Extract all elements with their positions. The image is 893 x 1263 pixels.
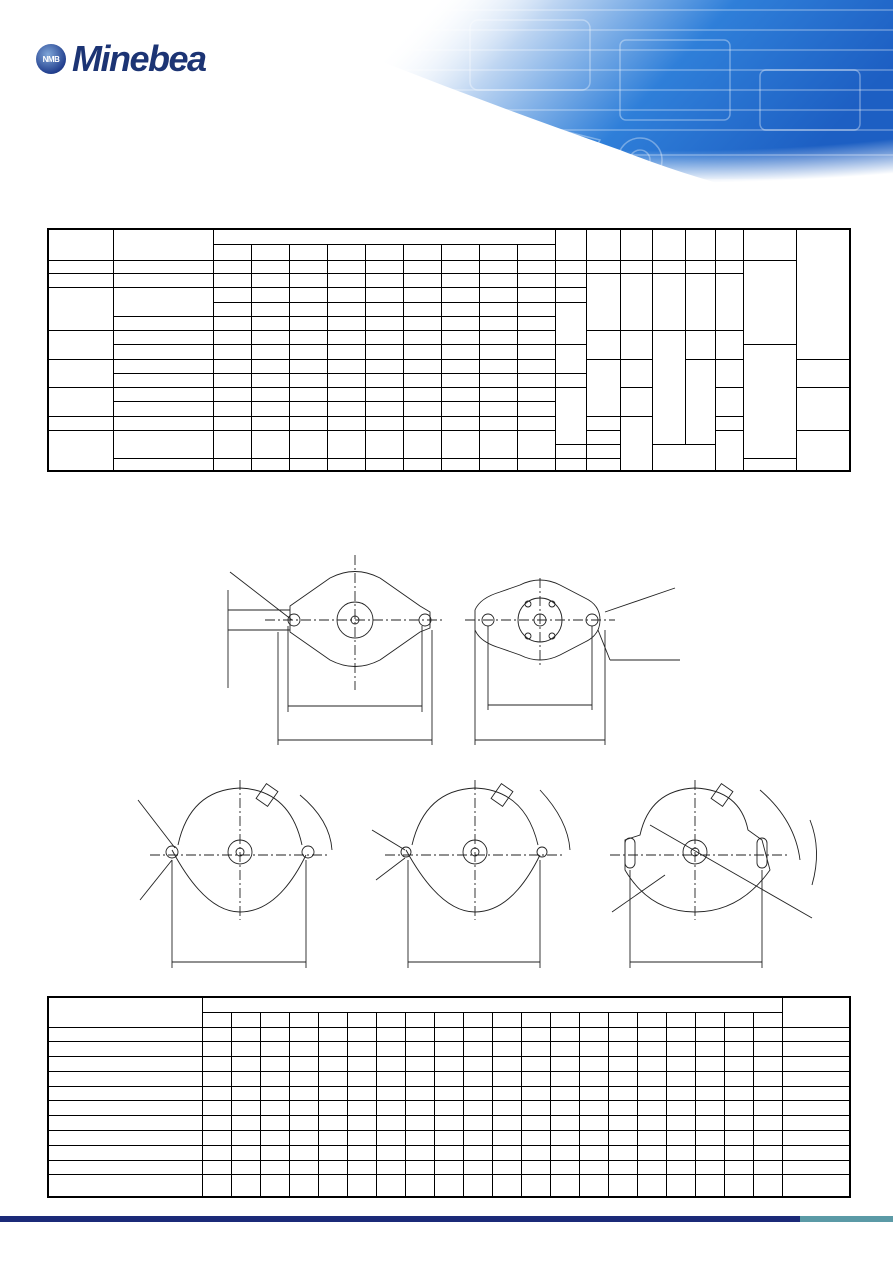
dimension-table <box>47 996 851 1198</box>
footer-bar-accent <box>800 1216 893 1222</box>
company-logo <box>36 38 206 80</box>
drawing-motor-a <box>138 780 332 968</box>
footer-bar <box>0 1216 800 1222</box>
drawing-motor-c <box>610 780 817 968</box>
brand-name: Minebea <box>72 38 206 79</box>
header-banner <box>0 0 893 215</box>
drawing-flange-rear <box>465 578 680 745</box>
drawing-flange-front <box>228 555 445 745</box>
drawing-motor-b <box>372 780 570 968</box>
motor-outline-drawings <box>0 540 893 980</box>
spec-table <box>47 228 851 472</box>
nmb-globe-icon: NMB <box>36 44 66 74</box>
